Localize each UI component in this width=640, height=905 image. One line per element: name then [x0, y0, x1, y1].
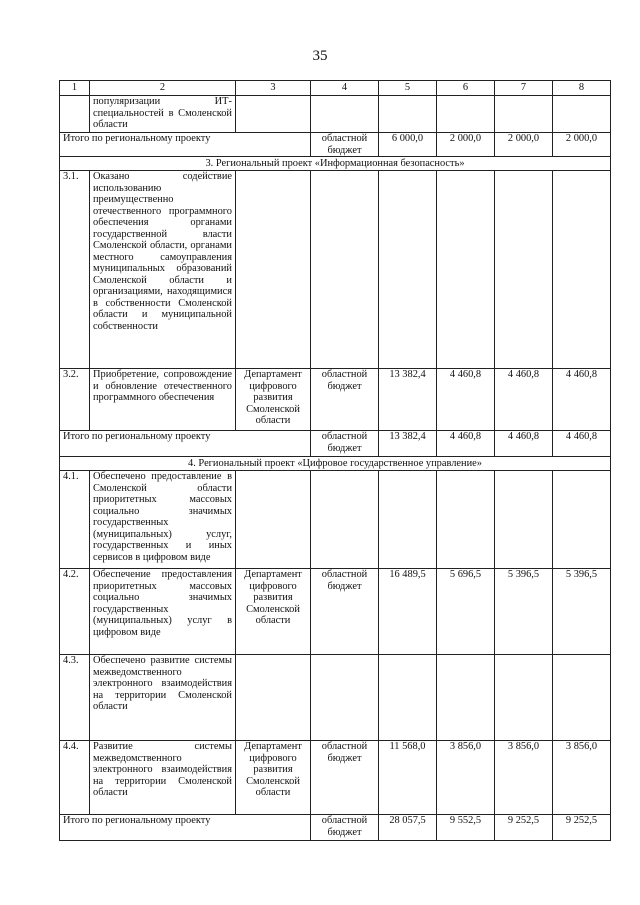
- row-executor: Департамент цифрового развития Смоленской области: [236, 741, 311, 815]
- page-number: 35: [312, 48, 328, 64]
- section-title: 4. Региональный проект «Цифровое государственное управление»: [60, 457, 611, 471]
- row-description: Оказано содействие использованию преимущественно отечественного программного обеспечения органами государственной власти Смоленской области, органами местного самоуправления муниципальных образований Смоленской области и организациями, находящимися в собственности Смоленской области и муниципальной собственности: [90, 171, 236, 369]
- row-number: 4.3.: [60, 655, 90, 741]
- row-executor: [236, 96, 311, 133]
- table-row: [60, 741, 611, 815]
- section-header: [60, 457, 611, 471]
- row-executor: [236, 171, 311, 369]
- row-value-year2: [495, 471, 553, 569]
- table-row: [60, 569, 611, 655]
- total-funding-source: областной бюджет: [311, 431, 379, 457]
- row-executor: Департамент цифрового развития Смоленской области: [236, 369, 311, 431]
- total-funding-source: областной бюджет: [311, 815, 379, 841]
- row-funding-source: [311, 655, 379, 741]
- row-value-year2: [495, 96, 553, 133]
- table-row: [60, 96, 611, 133]
- section-title: 3. Региональный проект «Информационная безопасность»: [60, 157, 611, 171]
- row-value-year3: [553, 471, 611, 569]
- row-value-year1: [437, 171, 495, 369]
- table-row: [60, 369, 611, 431]
- row-number: 3.1.: [60, 171, 90, 369]
- row-value-year2: 3 856,0: [495, 741, 553, 815]
- row-value-year1: 5 696,5: [437, 569, 495, 655]
- row-value-year1: [437, 655, 495, 741]
- total-funding-source: областной бюджет: [311, 133, 379, 157]
- table-row: [60, 655, 611, 741]
- header-cell: 2: [90, 81, 236, 96]
- header-cell: 1: [60, 81, 90, 96]
- row-value-year2: 5 396,5: [495, 569, 553, 655]
- row-funding-source: [311, 171, 379, 369]
- total-value-year1: 9 552,5: [437, 815, 495, 841]
- total-value-total: 13 382,4: [379, 431, 437, 457]
- row-executor: [236, 471, 311, 569]
- table-row: [60, 471, 611, 569]
- total-value-year1: 4 460,8: [437, 431, 495, 457]
- row-value-total: [379, 171, 437, 369]
- row-description: Обеспечено предоставление в Смоленской области приоритетных массовых социально значимых государственных (муниципальных) услуг, государственных и иных сервисов в цифровом виде: [90, 471, 236, 569]
- total-value-total: 28 057,5: [379, 815, 437, 841]
- row-value-year1: [437, 96, 495, 133]
- total-value-total: 6 000,0: [379, 133, 437, 157]
- header-cell: 4: [311, 81, 379, 96]
- total-value-year3: 2 000,0: [553, 133, 611, 157]
- header-cell: 5: [379, 81, 437, 96]
- row-funding-source: областной бюджет: [311, 741, 379, 815]
- total-value-year3: 9 252,5: [553, 815, 611, 841]
- total-value-year1: 2 000,0: [437, 133, 495, 157]
- row-funding-source: областной бюджет: [311, 369, 379, 431]
- row-value-total: [379, 96, 437, 133]
- header-cell: 3: [236, 81, 311, 96]
- row-funding-source: [311, 471, 379, 569]
- row-value-year1: 4 460,8: [437, 369, 495, 431]
- row-description: Развитие системы межведомственного электронного взаимодействия на территории Смоленской области: [90, 741, 236, 815]
- total-row: [60, 133, 611, 157]
- header-row: [60, 81, 611, 96]
- row-description: Обеспечение предоставления приоритетных массовых социально значимых государственных (муниципальных) услуг в цифровом виде: [90, 569, 236, 655]
- row-value-year3: 3 856,0: [553, 741, 611, 815]
- header-cell: 8: [553, 81, 611, 96]
- row-number: 4.1.: [60, 471, 90, 569]
- row-value-year3: 4 460,8: [553, 369, 611, 431]
- total-label: Итого по региональному проекту: [60, 133, 311, 157]
- total-value-year2: 2 000,0: [495, 133, 553, 157]
- row-value-year3: [553, 96, 611, 133]
- row-value-total: [379, 471, 437, 569]
- row-value-year3: [553, 171, 611, 369]
- row-value-total: 11 568,0: [379, 741, 437, 815]
- row-number: [60, 96, 90, 133]
- row-value-year3: [553, 655, 611, 741]
- total-value-year2: 4 460,8: [495, 431, 553, 457]
- row-executor: Департамент цифрового развития Смоленской области: [236, 569, 311, 655]
- row-description: Приобретение, сопровождение и обновление отечественного программного обеспечения: [90, 369, 236, 431]
- program-table: [59, 80, 611, 841]
- row-number: 3.2.: [60, 369, 90, 431]
- row-value-total: 16 489,5: [379, 569, 437, 655]
- row-value-year1: [437, 471, 495, 569]
- row-description: Обеспечено развитие системы межведомственного электронного взаимодействия на территории Смоленской области: [90, 655, 236, 741]
- row-funding-source: областной бюджет: [311, 569, 379, 655]
- total-row: [60, 431, 611, 457]
- row-value-year2: [495, 171, 553, 369]
- row-value-total: 13 382,4: [379, 369, 437, 431]
- row-value-year3: 5 396,5: [553, 569, 611, 655]
- row-funding-source: [311, 96, 379, 133]
- row-value-year2: [495, 655, 553, 741]
- row-value-year1: 3 856,0: [437, 741, 495, 815]
- section-header: [60, 157, 611, 171]
- total-value-year3: 4 460,8: [553, 431, 611, 457]
- table-row: [60, 171, 611, 369]
- row-executor: [236, 655, 311, 741]
- total-label: Итого по региональному проекту: [60, 431, 311, 457]
- row-description: популяризации ИТ-специальностей в Смоленской области: [90, 96, 236, 133]
- total-value-year2: 9 252,5: [495, 815, 553, 841]
- row-value-year2: 4 460,8: [495, 369, 553, 431]
- row-value-total: [379, 655, 437, 741]
- row-number: 4.4.: [60, 741, 90, 815]
- header-cell: 6: [437, 81, 495, 96]
- total-label: Итого по региональному проекту: [60, 815, 311, 841]
- total-row: [60, 815, 611, 841]
- row-number: 4.2.: [60, 569, 90, 655]
- header-cell: 7: [495, 81, 553, 96]
